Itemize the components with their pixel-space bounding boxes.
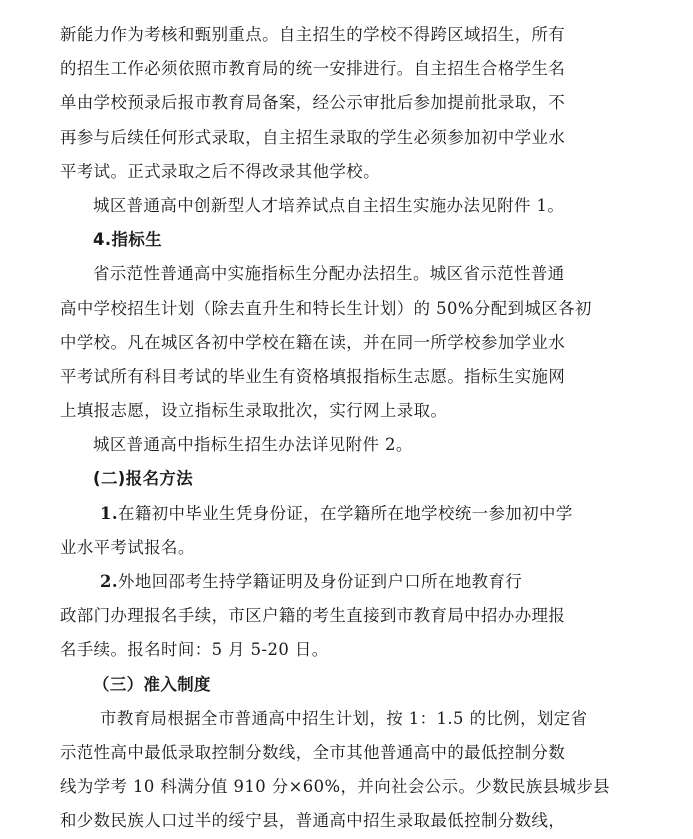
item-text: 在籍初中毕业生凭身份证，在学籍所在地学校统一参加初中学 — [118, 503, 573, 523]
text-line: 的招生工作必须依照市教育局的统一安排进行。自主招生合格学生名 — [60, 59, 566, 79]
text-line: 示范性高中最低录取控制分数线，全市其他普通高中的最低控制分数 — [60, 742, 566, 762]
text-line: 中学校。凡在城区各初中学校在籍在读，并在同一所学校参加学业水 — [60, 332, 566, 352]
item-text: 外地回邵考生持学籍证明及身份证到户口所在地教育行 — [118, 572, 523, 591]
document-page — [60, 18, 638, 839]
text-line: 线为学考 10 科满分值 910 分×60%，并向社会公示。少数民族县城步县 — [60, 777, 611, 797]
section-heading-registration: (二)报名方法 — [93, 469, 194, 489]
section-heading-4: 4.指标生 — [93, 230, 163, 250]
text-line: 高中学校招生计划（除去直升生和特长生计划）的 50%分配到城区各初 — [60, 298, 592, 318]
text-line: 新能力作为考核和甄别重点。自主招生的学校不得跨区域招生，所有 — [60, 25, 566, 44]
text-line: 省示范性普通高中实施指标生分配办法招生。城区省示范性普通 — [93, 264, 565, 284]
text-line: 业水平考试报名。 — [60, 537, 195, 557]
text-line: 政部门办理报名手续，市区户籍的考生直接到市教育局中招办办理报 — [60, 606, 566, 626]
text-line: 和少数民族人口过半的绥宁县，普通高中招生录取最低控制分数线， — [60, 811, 566, 831]
text-line: 上填报志愿，设立指标生录取批次，实行网上录取。 — [60, 401, 448, 421]
text-line: 城区普通高中创新型人才培养试点自主招生实施办法见附件 1。 — [93, 195, 565, 215]
list-item-2 — [60, 565, 638, 599]
text-line: 再参与后续任何形式录取，自主招生录取的学生必须参加初中学业水 — [60, 127, 566, 147]
list-item-1 — [60, 497, 638, 531]
text-line: 单由学校预录后报市教育局备案，经公示审批后参加提前批录取，不 — [60, 93, 566, 113]
text-line: 平考试。正式录取之后不得改录其他学校。 — [60, 161, 380, 181]
item-number: 1. — [100, 503, 119, 523]
text-line: 平考试所有科目考试的毕业生有资格填报指标生志愿。指标生实施网 — [60, 366, 566, 386]
text-line: 名手续。报名时间：5 月 5-20 日。 — [60, 640, 329, 660]
text-line: 城区普通高中指标生招生办法详见附件 2。 — [93, 435, 413, 455]
text-line: 市教育局根据全市普通高中招生计划，按 1：1.5 的比例，划定省 — [100, 708, 588, 728]
item-number: 2. — [100, 572, 119, 591]
section-heading-admission: （三）准入制度 — [93, 674, 211, 694]
